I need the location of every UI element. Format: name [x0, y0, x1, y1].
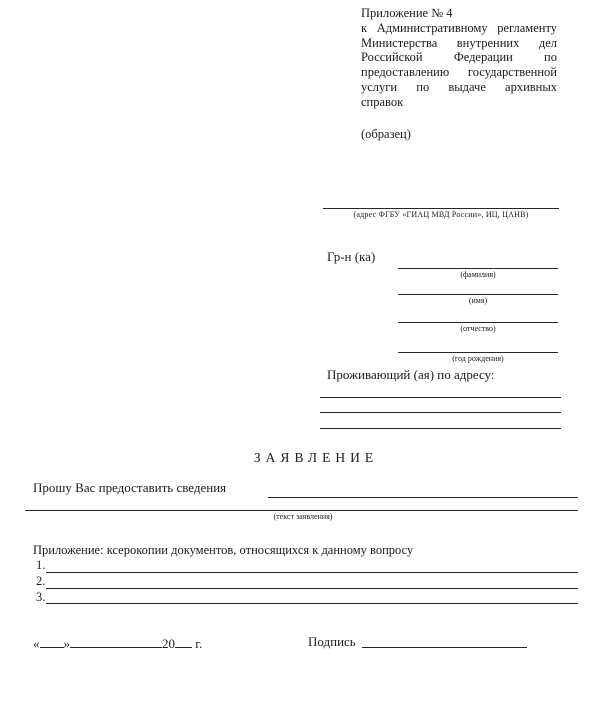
surname-caption: (фамилия) [460, 270, 496, 279]
statement-text-caption: (текст заявления) [273, 512, 333, 521]
appendix-header-line: Министерства внутренних дел [361, 35, 557, 50]
date-year-suffix: г. [195, 636, 203, 651]
statement-text-line [25, 510, 578, 511]
birthyear-caption: (год рождения) [452, 354, 504, 363]
address-fill-line-3 [320, 428, 561, 429]
date-open-quote: « [33, 636, 40, 651]
date-line [33, 634, 202, 652]
date-close-quote: » [63, 636, 70, 651]
address-fill-line-2 [320, 412, 561, 413]
attachment-number-2: 2. [36, 574, 46, 588]
appendix-header-line: предоставлению государственной [361, 65, 557, 80]
request-fill-line [268, 497, 578, 498]
attachment-number-1: 1. [36, 558, 46, 572]
attachment-fill-line-1 [46, 572, 578, 573]
appendix-header [361, 6, 557, 110]
date-century: 20 [162, 636, 175, 651]
citizen-label: Гр-н (ка) [327, 249, 376, 264]
appendix-header-line: справок [361, 94, 404, 109]
sample-note: (образец) [361, 127, 411, 141]
appendix-header-line: услуги по выдаче архивных [361, 79, 557, 94]
statement-title: ЗАЯВЛЕНИЕ [253, 450, 379, 465]
address-fill-line-1 [320, 397, 561, 398]
residence-label: Проживающий (ая) по адресу: [327, 367, 495, 382]
firstname-fill-line [398, 294, 558, 295]
attachments-label: Приложение: ксерокопии документов, относящихся к данному вопросу [33, 543, 414, 557]
appendix-header-line: Приложение № 4 [361, 6, 453, 20]
appendix-header-line: к Административному регламенту [361, 20, 557, 35]
surname-fill-line [398, 268, 558, 269]
appendix-header-line: Российской Федерации по [361, 50, 557, 65]
attachment-number-3: 3. [36, 590, 46, 604]
attachment-fill-line-2 [46, 588, 578, 589]
firstname-caption: (имя) [468, 296, 488, 305]
patronymic-fill-line [398, 322, 558, 323]
patronymic-caption: (отчество) [460, 324, 496, 333]
birthyear-fill-line [398, 352, 558, 353]
addressee-fill-line [323, 208, 559, 209]
signature-fill-line [362, 647, 527, 648]
date-year-blank [175, 634, 192, 648]
addressee-caption: (адрес ФГБУ «ГИАЦ МВД России», ИЦ, ЦАНВ) [353, 210, 529, 219]
attachment-fill-line-3 [46, 603, 578, 604]
request-label: Прошу Вас предоставить сведения [33, 480, 227, 495]
signature-label: Подпись [308, 634, 356, 649]
date-day-blank [40, 634, 64, 648]
date-month-blank [70, 634, 162, 648]
